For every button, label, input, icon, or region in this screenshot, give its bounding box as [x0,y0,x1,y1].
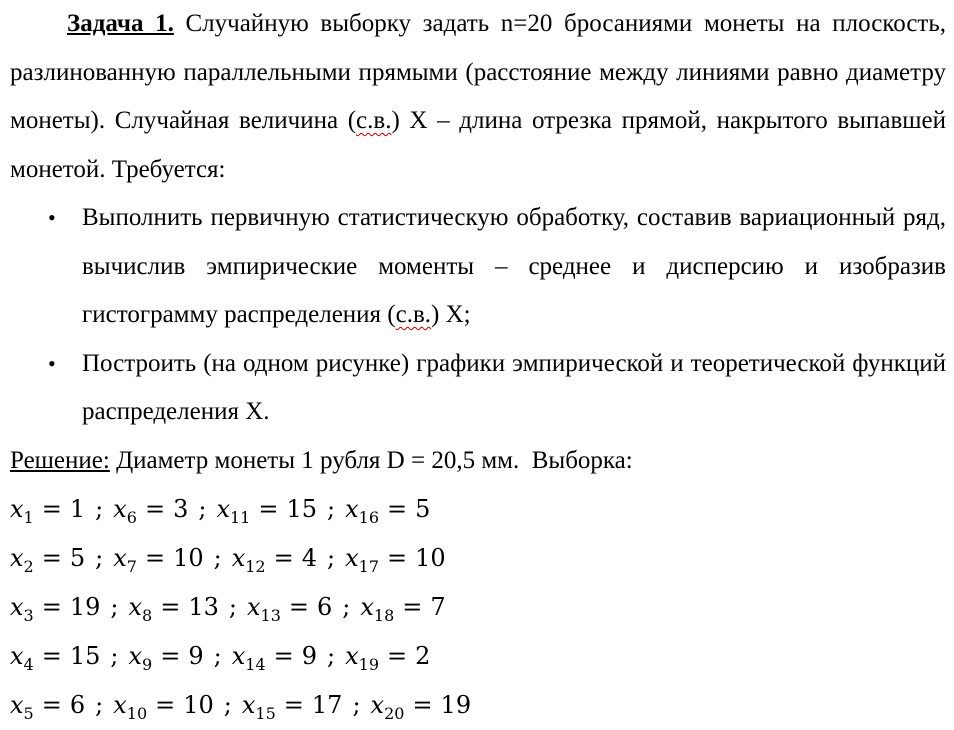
sample-index: 4 [23,655,34,674]
sample-number: 17 [311,691,343,719]
equals-sign: = [283,691,304,719]
sample-value [345,632,430,681]
sample-index: 8 [142,606,153,625]
separator: ; [198,495,207,523]
sample-number: 15 [69,642,101,670]
sample-variable: x [345,642,359,670]
sample-variable: x [231,642,246,670]
sample-value [345,534,446,583]
requirement-text-1b: ) X; [431,301,471,328]
separator: ; [228,593,237,621]
sample-number: 4 [301,544,317,572]
requirement-text-2: Построить (на одном рисунке) графики эмпирической и теоретической функций распределения X. [82,349,946,425]
sample-index: 2 [23,557,34,576]
sample-index: 13 [260,606,281,625]
sample-value [247,583,332,632]
equals-sign: = [41,495,62,523]
sample-number: 13 [188,593,219,621]
sample-number: 19 [440,691,472,719]
separator: ; [110,593,119,621]
sample-variable: x [128,642,143,670]
solution-label: Решение: [10,446,110,474]
sample-number: 10 [415,544,446,572]
sample-number: 2 [415,642,431,670]
sample-index: 5 [23,704,34,723]
sample-number: 7 [430,593,446,621]
sample-variable: x [241,691,256,719]
equals-sign: = [41,691,62,719]
sample-index: 7 [126,557,137,576]
sample-value [128,583,218,632]
equals-sign: = [144,495,166,523]
equals-sign: = [160,593,181,621]
sample-value [10,632,100,681]
equals-sign: = [144,544,166,572]
sample-value [232,632,317,681]
sample-row [10,534,946,583]
sample-value [345,485,430,534]
sample-value [360,583,445,632]
separator: ; [327,544,336,572]
task-text-2: ) X – длина отрезка прямой, накрытого выпавшей монетой. Требуется: [10,107,946,183]
separator: ; [95,495,104,523]
sample-value [216,485,317,534]
task-title: Задача 1. [67,10,174,37]
separator: ; [327,642,336,670]
sample-variable: x [113,544,127,572]
sample-value [10,485,85,534]
sample-index: 20 [384,704,405,723]
sample-variable: x [113,495,127,523]
sample-variable: x [345,544,359,572]
separator: ; [352,691,361,719]
equals-sign: = [288,593,309,621]
sample-index: 9 [142,655,153,674]
sample-value [113,485,188,534]
sample-number: 1 [69,495,86,523]
solution-line [10,437,946,486]
task-abbrev-sv: с.в. [356,107,392,134]
sample-number: 19 [69,593,101,621]
sample-value [10,681,85,730]
bullet-icon: • [48,205,56,230]
requirement-item-2 [10,340,946,437]
equals-sign: = [402,593,423,621]
sample-index: 17 [358,557,379,576]
solution-text: Диаметр монеты 1 рубля D = 20,5 мм. Выборка: [109,446,633,474]
separator: ; [213,544,222,572]
equals-sign: = [41,642,62,670]
sample-value [113,534,203,583]
sample-value [10,583,100,632]
equals-sign: = [273,544,294,572]
requirement-text-1a: Выполнить первичную статистическую обработку, составив вариационный ряд, вычислив эмпирические моменты – среднее и дисперсию и изобразив гистограмму распределения ( [82,204,946,328]
sample-number: 10 [173,544,204,572]
equals-sign: = [41,593,62,621]
sample-variable: x [246,593,261,621]
requirement-item-1 [10,194,946,340]
sample-index: 11 [229,508,251,527]
sample-value [232,534,317,583]
equals-sign: = [387,544,408,572]
sample-number: 5 [415,495,431,523]
sample-number: 9 [188,642,204,670]
task-paragraph [10,0,946,194]
equals-sign: = [155,691,176,719]
sample-index: 6 [126,508,137,527]
sample-index: 19 [358,655,379,674]
sample-row [10,681,946,730]
separator: ; [95,691,104,719]
sample-row [10,632,946,681]
sample-number: 5 [69,544,86,572]
sample-index: 14 [245,655,266,674]
separator: ; [342,593,351,621]
separator: ; [213,642,222,670]
equals-sign: = [160,642,181,670]
sample-variable: x [216,495,230,523]
sample-index: 18 [373,606,395,625]
sample-number: 6 [316,593,333,621]
equals-sign: = [412,691,433,719]
sample-variable: x [360,593,374,621]
sample-value [113,681,214,730]
sample-index: 3 [23,606,34,625]
sample-row [10,583,946,632]
sample-index: 10 [126,704,148,723]
sample-index: 1 [23,508,34,527]
sample-number: 3 [173,495,189,523]
separator: ; [95,544,104,572]
sample-variable: x [231,544,246,572]
sample-number: 6 [69,691,86,719]
sample-variable: x [10,593,24,621]
equals-sign: = [258,495,279,523]
equals-sign: = [387,642,408,670]
sample-value [371,681,472,730]
sample-variable: x [128,593,143,621]
sample-variable: x [10,691,24,719]
sample-variable: x [345,495,359,523]
sample-value [242,681,343,730]
sample-variable: x [113,691,127,719]
sample-row [10,485,946,534]
requirement-abbrev-sv: с.в. [395,301,432,328]
sample-variable: x [10,544,24,572]
task-text-1: Случайную выборку задать n=20 бросаниями монеты на плоскость, разлинованную параллельными прямыми (расстояние между линиями равно диаметру монеты). Случайная величина ( [10,10,946,134]
sample-variable: x [10,642,24,670]
separator: ; [327,495,336,523]
document-page [10,0,946,730]
sample-table [10,485,946,730]
equals-sign: = [41,544,62,572]
bullet-icon: • [48,350,56,376]
sample-value [10,534,85,583]
equals-sign: = [387,495,408,523]
sample-index: 12 [245,557,266,576]
sample-variable: x [370,691,385,719]
separator: ; [223,691,232,719]
separator: ; [110,642,119,670]
sample-number: 10 [183,691,214,719]
sample-index: 15 [255,704,276,723]
sample-index: 16 [358,508,379,527]
sample-number: 9 [301,642,317,670]
sample-number: 15 [286,495,317,523]
requirements-list [10,194,946,437]
sample-variable: x [10,495,24,523]
equals-sign: = [273,642,294,670]
sample-value [128,632,203,681]
